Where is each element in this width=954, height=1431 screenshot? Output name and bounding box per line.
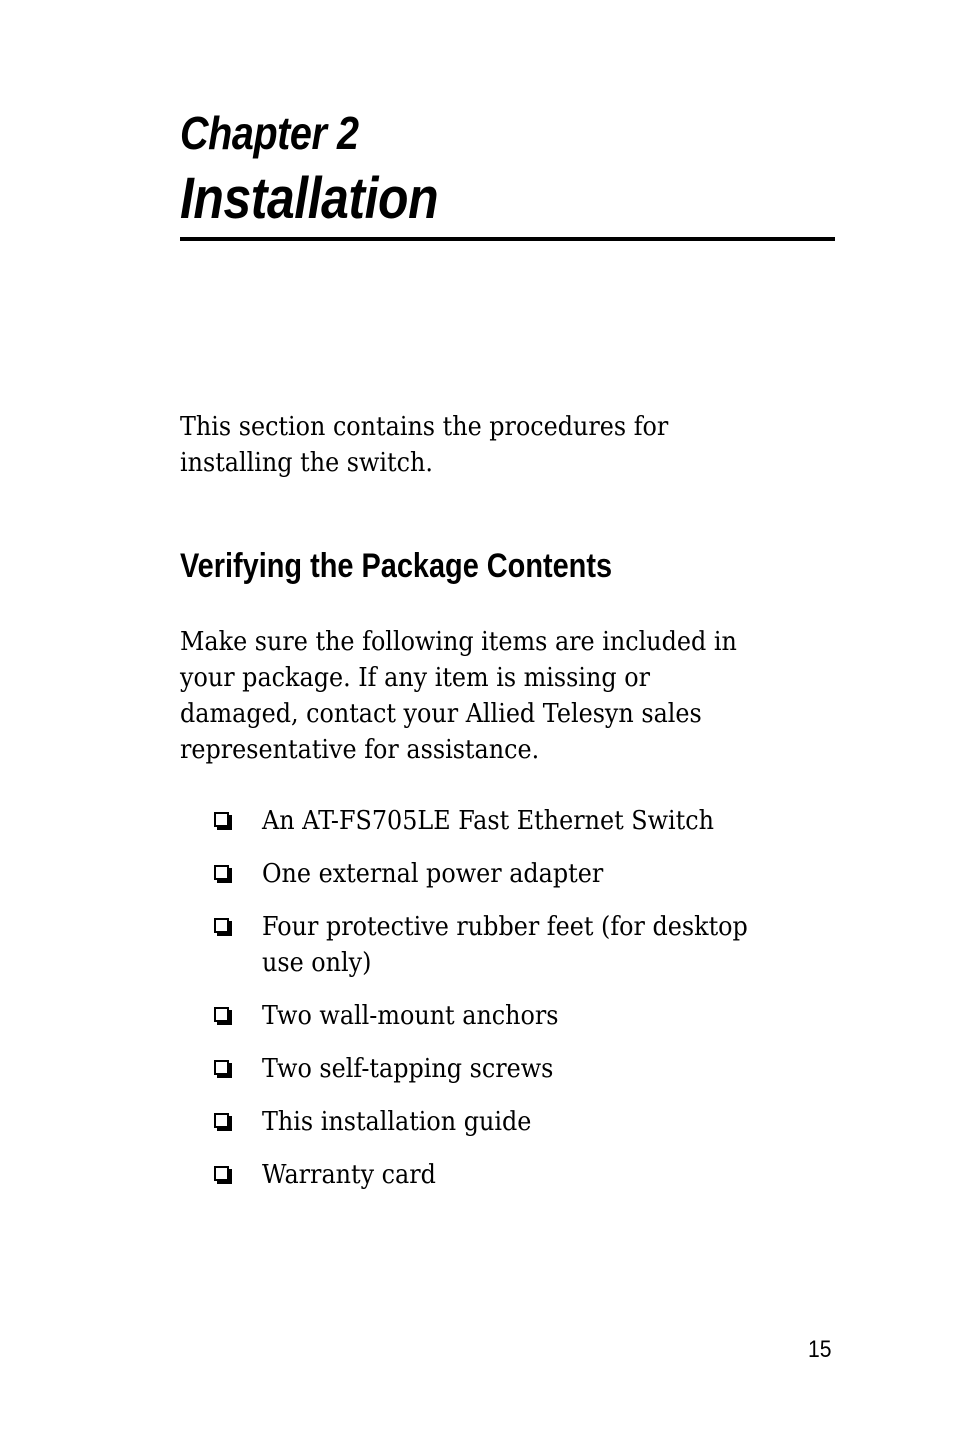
chapter-label: Chapter 2 [180, 107, 359, 159]
checkbox-icon [214, 1007, 229, 1022]
list-item-text: An AT-FS705LE Fast Ethernet Switch [262, 805, 714, 836]
chapter-title-rule [180, 237, 835, 241]
checkbox-icon [214, 918, 229, 933]
chapter-title: Installation [180, 166, 439, 231]
list-item-text: One external power adapter [262, 858, 604, 889]
list-item-text: Two wall-mount anchors [262, 1000, 559, 1031]
checkbox-icon [214, 865, 229, 880]
list-item-text: This installation guide [262, 1106, 532, 1137]
checkbox-icon [214, 812, 229, 827]
package-description: Make sure the following items are included in your package. If any item is missing or damaged, contact your Allied Telesyn sales representative for assistance. [180, 626, 737, 765]
list-item-text: Four protective rubber feet (for desktop use only) [262, 911, 748, 978]
checkbox-icon [214, 1060, 229, 1075]
checkbox-icon [214, 1166, 229, 1181]
list-item-text: Two self-tapping screws [262, 1053, 554, 1084]
section-heading: Verifying the Package Contents [180, 547, 613, 585]
list-item-text: Warranty card [262, 1159, 436, 1190]
page-number: 15 [808, 1336, 832, 1363]
checkbox-icon [214, 1113, 229, 1128]
intro-paragraph: This section contains the procedures for installing the switch. [180, 411, 669, 478]
